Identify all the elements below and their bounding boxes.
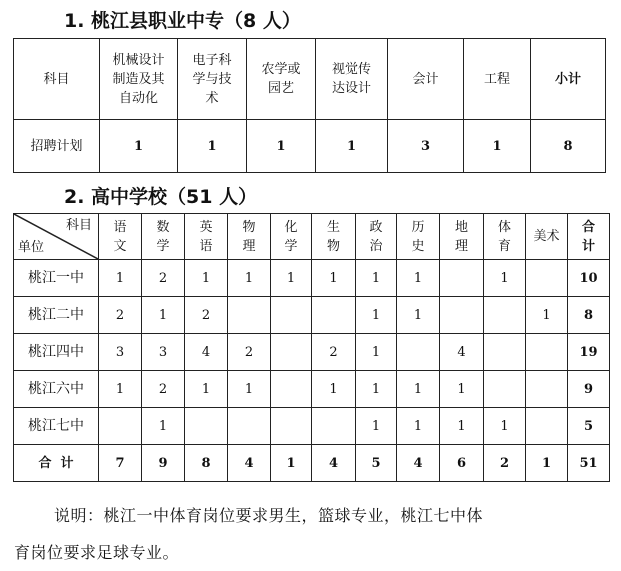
value-cell (312, 297, 356, 334)
subject-char: 化 (284, 219, 298, 235)
header-text-line: 视觉传 (331, 62, 371, 77)
value-cell: 1 (247, 120, 316, 173)
subject-char: 历 (411, 219, 425, 235)
row-label: 招聘计划 (14, 120, 100, 173)
value-cell: 1 (142, 297, 185, 334)
major-header-cell (178, 39, 247, 120)
value-cell (526, 260, 568, 297)
value-cell: 1 (356, 371, 397, 408)
subject-char: 生 (326, 219, 340, 235)
row-total-cell: 8 (568, 297, 610, 334)
unit-name-cell: 桃江四中 (14, 334, 99, 371)
value-cell: 1 (99, 260, 142, 297)
unit-name-cell: 桃江六中 (14, 371, 99, 408)
value-cell: 1 (484, 408, 526, 445)
header-text-line: 工程 (483, 71, 510, 87)
value-cell: 1 (356, 297, 397, 334)
subject-char: 政 (369, 219, 383, 235)
value-cell: 1 (185, 371, 228, 408)
header-text-line: 电子科 (192, 52, 232, 68)
total-cell: 4 (312, 445, 356, 482)
subject-header-cell (526, 214, 568, 260)
value-cell: 4 (440, 334, 484, 371)
table-row (14, 371, 610, 408)
value-cell (271, 297, 312, 334)
value-cell: 1 (178, 120, 247, 173)
subject-char: 文 (113, 238, 127, 254)
value-cell: 4 (185, 334, 228, 371)
major-header-cell (100, 39, 178, 120)
value-cell (484, 371, 526, 408)
totals-row (14, 445, 610, 482)
header-text-line: 会计 (412, 71, 439, 87)
value-cell (312, 408, 356, 445)
value-cell: 1 (464, 120, 531, 173)
row-total-cell: 5 (568, 408, 610, 445)
value-cell: 1 (397, 371, 440, 408)
value-cell: 1 (397, 260, 440, 297)
vocational-school-table (13, 38, 606, 173)
major-header-cell (531, 39, 606, 120)
unit-name-cell: 桃江二中 (14, 297, 99, 334)
subject-header-cell (312, 214, 356, 260)
subject-char: 学 (284, 238, 298, 254)
section1-title: 1. 桃江县职业中专（8 人） (64, 10, 301, 32)
table-row (14, 334, 610, 371)
subject-header-cell (484, 214, 526, 260)
subject-char: 体 (497, 219, 511, 235)
value-cell: 1 (397, 408, 440, 445)
value-cell: 3 (99, 334, 142, 371)
total-cell: 4 (397, 445, 440, 482)
value-cell: 1 (185, 260, 228, 297)
value-cell: 2 (142, 260, 185, 297)
subject-char: 英 (199, 219, 213, 235)
subject-char: 语 (113, 219, 127, 235)
value-cell: 1 (356, 260, 397, 297)
subject-char: 学 (156, 238, 170, 254)
value-cell: 1 (356, 408, 397, 445)
value-cell: 2 (99, 297, 142, 334)
total-cell: 51 (568, 445, 610, 482)
header-text-line: 达设计 (331, 81, 371, 96)
subtotal-cell: 8 (531, 120, 606, 173)
value-cell: 3 (388, 120, 464, 173)
subject-char: 美术 (533, 229, 560, 244)
value-cell (99, 408, 142, 445)
major-header-cell (464, 39, 531, 120)
value-cell: 1 (440, 408, 484, 445)
subject-char: 理 (454, 238, 468, 254)
unit-name-cell: 桃江七中 (14, 408, 99, 445)
note-line-1: 说明：桃江一中体育岗位要求男生，篮球专业，桃江七中体 (54, 506, 484, 525)
value-cell: 1 (440, 371, 484, 408)
table-row (14, 297, 610, 334)
value-cell (271, 371, 312, 408)
major-header-cell (247, 39, 316, 120)
subject-header-cell (142, 214, 185, 260)
value-cell: 1 (484, 260, 526, 297)
subject-header-cell (185, 214, 228, 260)
subject-header-cell (14, 39, 100, 120)
value-cell (228, 297, 271, 334)
table-row (14, 408, 610, 445)
subject-char: 治 (369, 238, 383, 254)
header-text-line: 小计 (554, 71, 581, 87)
value-cell: 1 (397, 297, 440, 334)
subject-char: 计 (581, 238, 595, 254)
value-cell: 1 (228, 371, 271, 408)
subject-header-cell (397, 214, 440, 260)
value-cell (228, 408, 271, 445)
value-cell: 1 (142, 408, 185, 445)
value-cell (185, 408, 228, 445)
value-cell: 1 (100, 120, 178, 173)
high-school-table (13, 213, 610, 482)
table-header-row (14, 39, 606, 120)
subject-char: 育 (497, 238, 511, 254)
subject-char: 理 (242, 238, 256, 254)
value-cell: 1 (312, 371, 356, 408)
major-header-cell (388, 39, 464, 120)
value-cell: 2 (312, 334, 356, 371)
value-cell: 2 (142, 371, 185, 408)
header-text-line: 机械设计 (112, 52, 165, 68)
subject-header-cell (440, 214, 484, 260)
value-cell (440, 260, 484, 297)
subject-header-cell (271, 214, 312, 260)
corner-unit-label: 单位 (18, 240, 45, 255)
value-cell: 3 (142, 334, 185, 371)
total-cell: 4 (228, 445, 271, 482)
value-cell (484, 334, 526, 371)
subject-char: 物 (326, 238, 340, 254)
note-line-2: 育岗位要求足球专业。 (14, 543, 180, 562)
value-cell: 2 (185, 297, 228, 334)
corner-header-cell (14, 214, 99, 260)
subject-header-cell (356, 214, 397, 260)
total-cell: 1 (526, 445, 568, 482)
header-text-line: 制造及其 (112, 71, 165, 87)
value-cell: 1 (312, 260, 356, 297)
total-cell: 1 (271, 445, 312, 482)
major-header-cell (316, 39, 388, 120)
header-text-line: 园艺 (267, 81, 294, 96)
value-cell: 1 (316, 120, 388, 173)
totals-label: 合 计 (14, 445, 99, 482)
header-text-line: 术 (205, 90, 219, 106)
total-cell: 9 (142, 445, 185, 482)
corner-subject-label: 科目 (65, 218, 92, 233)
total-cell: 5 (356, 445, 397, 482)
value-cell (271, 334, 312, 371)
header-text-line: 农学或 (261, 62, 301, 77)
value-cell: 2 (228, 334, 271, 371)
total-cell: 2 (484, 445, 526, 482)
header-text-line: 科目 (43, 71, 70, 87)
row-total-cell: 19 (568, 334, 610, 371)
subject-char: 地 (454, 219, 468, 235)
value-cell (397, 334, 440, 371)
subject-header-cell (99, 214, 142, 260)
value-cell (484, 297, 526, 334)
value-cell (271, 408, 312, 445)
value-cell (440, 297, 484, 334)
subject-char: 史 (411, 238, 425, 254)
subject-header-cell (228, 214, 271, 260)
value-cell: 1 (526, 297, 568, 334)
subject-char: 物 (242, 219, 256, 235)
total-cell: 8 (185, 445, 228, 482)
value-cell (526, 371, 568, 408)
value-cell (526, 334, 568, 371)
total-header-cell (568, 214, 610, 260)
value-cell: 1 (99, 371, 142, 408)
subject-char: 语 (199, 238, 213, 254)
row-total-cell: 10 (568, 260, 610, 297)
row-total-cell: 9 (568, 371, 610, 408)
total-cell: 7 (99, 445, 142, 482)
value-cell: 1 (271, 260, 312, 297)
table-row (14, 120, 606, 173)
value-cell: 1 (228, 260, 271, 297)
section2-title: 2. 高中学校（51 人） (64, 186, 258, 208)
unit-name-cell: 桃江一中 (14, 260, 99, 297)
value-cell (526, 408, 568, 445)
subject-char: 数 (156, 219, 170, 235)
header-text-line: 自动化 (118, 90, 158, 106)
table-row (14, 260, 610, 297)
value-cell: 1 (356, 334, 397, 371)
table-header-row (14, 214, 610, 260)
header-text-line: 学与技 (192, 71, 232, 87)
subject-char: 合 (581, 219, 595, 235)
total-cell: 6 (440, 445, 484, 482)
